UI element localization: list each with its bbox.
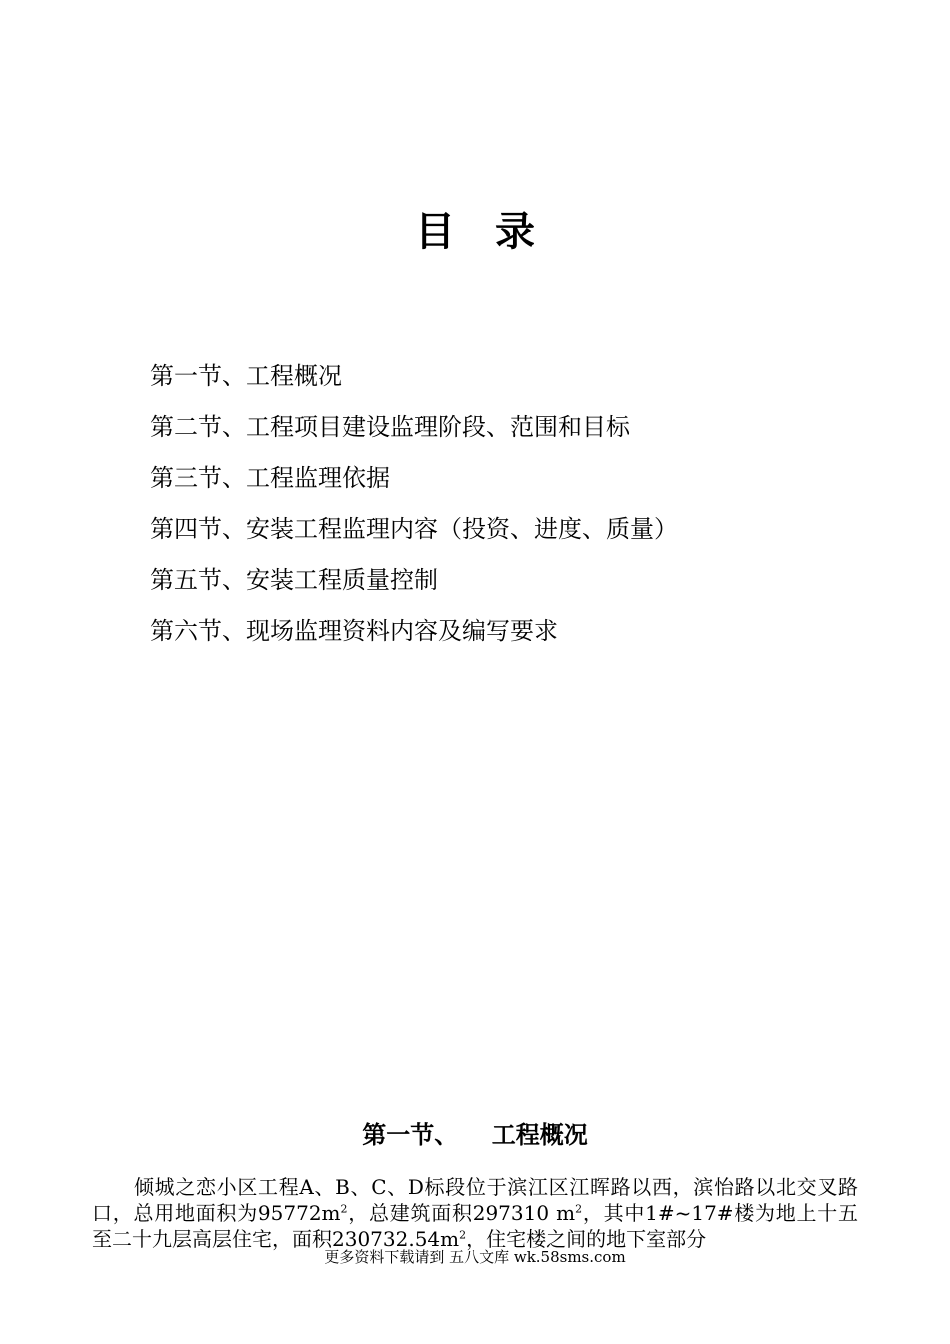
toc-item-4[interactable]: 第四节、安装工程监理内容（投资、进度、质量） [150,515,678,543]
paragraph-text-part-2: ，总建筑面积297310 m [347,1201,576,1225]
toc-title: 目录 [415,208,575,255]
toc-item-6[interactable]: 第六节、现场监理资料内容及编写要求 [150,617,558,645]
section-heading: 第一节、 工程概况 [362,1120,588,1149]
toc-item-5[interactable]: 第五节、安装工程质量控制 [150,566,438,594]
toc-item-3[interactable]: 第三节、工程监理依据 [150,464,390,492]
footer-link[interactable]: 更多资料下载请到 五八文库 wk.58sms.com [324,1248,626,1266]
superscript-2: 2 [575,1202,583,1216]
paragraph-text-part-1: 倾城之恋小区工程A、B、C、D标段位于滨江区江晖路以西，滨怡路以北交叉路口，总用地面积为95772m [92,1175,858,1225]
toc-item-1[interactable]: 第一节、工程概况 [150,362,342,390]
superscript-2: 2 [459,1228,467,1242]
superscript-2: 2 [340,1202,348,1216]
paragraph-text-part-3: ，其中1#~17#楼为地上十五至二十九层高层住宅，面积230732.54m [92,1201,859,1251]
toc-list [150,358,678,664]
toc-item-2[interactable]: 第二节、工程项目建设监理阶段、范围和目标 [150,413,630,441]
paragraph-text-part-4: ，住宅楼之间的地下室部分 [466,1227,707,1251]
body-paragraph [92,1174,858,1252]
